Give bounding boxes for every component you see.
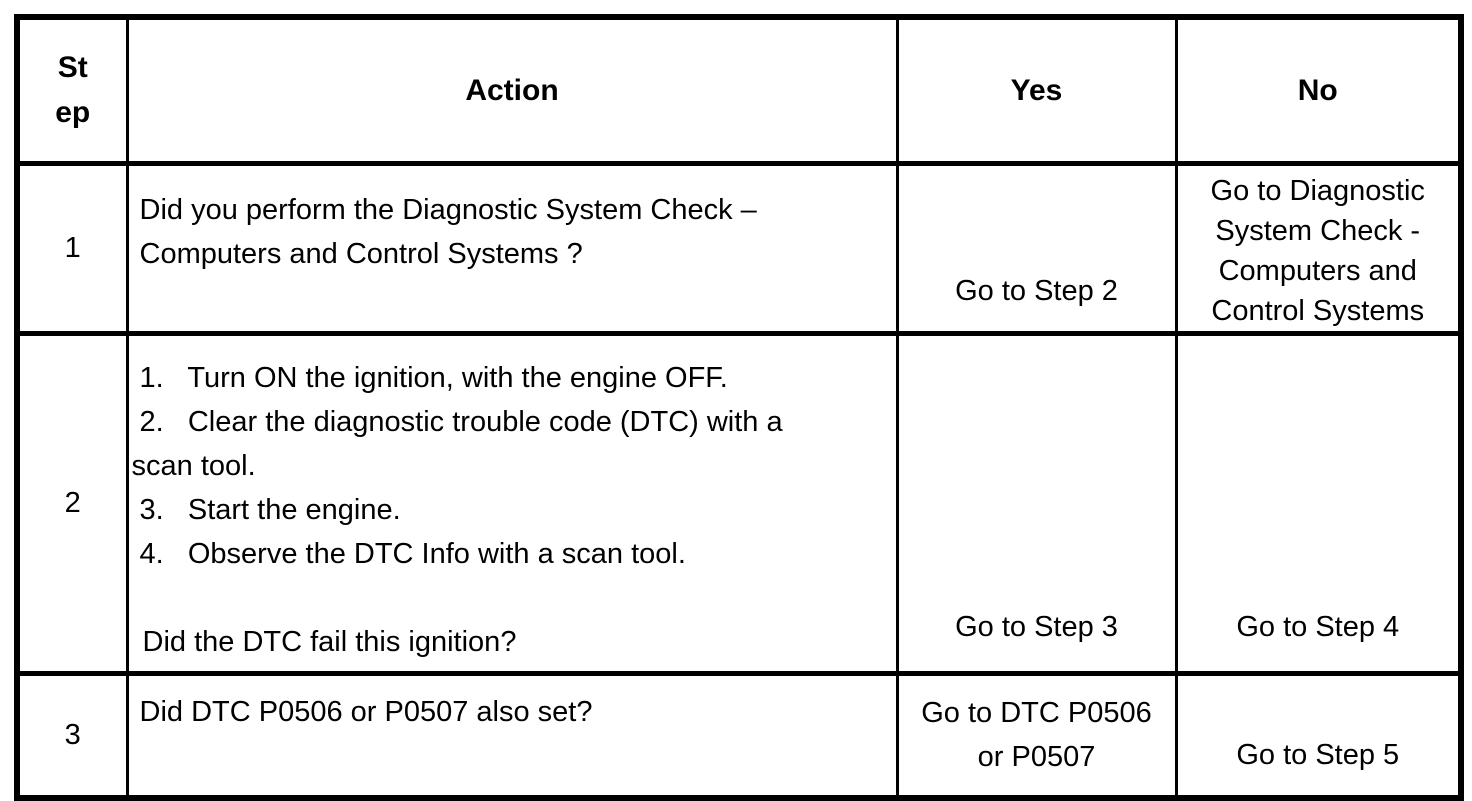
action-cell [127, 333, 897, 673]
action-line: Computers and Control Systems ? [139, 237, 583, 270]
action-list-item: 3. Start the engine. [139, 493, 401, 526]
action-list-item: 1. Turn ON the ignition, with the engine OFF. [139, 361, 728, 394]
header-step [17, 17, 127, 163]
diagnostic-table-document [14, 14, 1464, 801]
yes-cell: Go to Step 2 [897, 163, 1176, 333]
table-row-step-2 [17, 333, 1461, 673]
header-yes: Yes [897, 17, 1176, 163]
no-line: Go to Diagnostic [1210, 174, 1425, 207]
header-row [17, 17, 1461, 163]
yes-cell: Go to Step 3 [897, 333, 1176, 673]
action-question: Did the DTC fail this ignition? [142, 625, 517, 658]
action-cell [127, 163, 897, 333]
header-step-line: ep [55, 96, 91, 130]
no-line: Computers and [1218, 254, 1417, 287]
step-number: 3 [17, 673, 127, 798]
action-list-item: 2. Clear the diagnostic trouble code (DTC) with a [139, 405, 783, 438]
no-line: Control Systems [1211, 294, 1425, 327]
action-cell [127, 673, 897, 798]
action-line: Did you perform the Diagnostic System Check – [139, 193, 757, 226]
no-cell: Go to Step 4 [1176, 333, 1461, 673]
blank-line [129, 576, 888, 620]
header-no: No [1176, 17, 1461, 163]
step-number: 2 [17, 333, 127, 673]
no-line: System Check - [1215, 214, 1421, 247]
header-step-line: St [57, 51, 88, 85]
header-action: Action [127, 17, 897, 163]
yes-line: or P0507 [977, 741, 1096, 774]
action-list-item-continuation: scan tool. [131, 449, 256, 482]
no-cell [1176, 163, 1461, 333]
yes-line: Go to DTC P0506 [921, 697, 1152, 730]
step-number: 1 [17, 163, 127, 333]
diagnostic-table [14, 14, 1464, 801]
action-line: Did DTC P0506 or P0507 also set? [139, 695, 593, 728]
yes-cell [897, 673, 1176, 798]
table-row-step-1 [17, 163, 1461, 333]
action-list-item: 4. Observe the DTC Info with a scan tool. [139, 537, 686, 570]
table-row-step-3 [17, 673, 1461, 798]
no-cell: Go to Step 5 [1176, 673, 1461, 798]
